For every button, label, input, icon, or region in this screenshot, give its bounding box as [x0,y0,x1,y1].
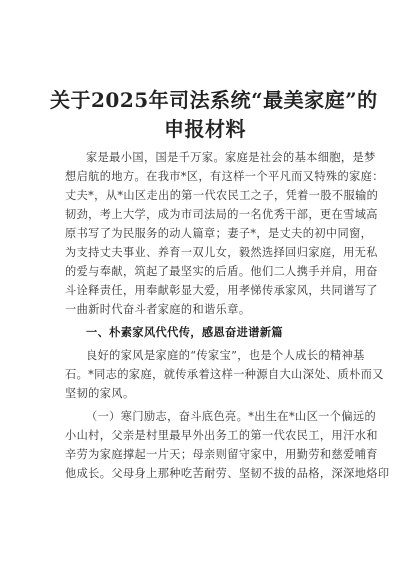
body-line: 石。*同志的家庭，就传承着这样一种源自大山深处、质朴而又 [65,368,384,381]
body-line: 家是最小国，国是千万家。家庭是社会的基本细胞，是梦 [86,151,376,164]
body-line: 丈夫*，从*山区走出的第一代农民工之子，凭着一股不服输的 [65,189,379,202]
document-title-line-2: 申报材料 [164,117,246,141]
body-line: 韧劲，考上大学，成为市司法局的一名优秀干部，更在雪域高 [65,208,378,221]
body-line: 他成长。父母身上那种吃苦耐劳、坚韧不拔的品格，深深地烙印 [65,467,390,480]
body-line: 小山村，父亲是村里最早外出务工的第一代农民工，用汗水和 [65,429,378,442]
body-line: 斗诠释责任，用奉献彰显大爱，用孝悌传承家风，共同谱写了 [65,284,378,297]
body-line: 想启航的地方。在我市*区，有这样一个平凡而又特殊的家庭： [65,170,384,183]
body-line: 良好的家风是家庭的“传家宝”，也是个人成长的精神基 [86,349,365,362]
body-line: （一）寒门励志，奋斗底色亮。*出生在*山区一个偏远的 [86,410,377,423]
body-line: 原书写了为民服务的动人篇章；妻子*，是丈夫的初中同窗， [65,227,373,240]
section-heading: 一、朴素家风代代传，感恩奋进谱新篇 [86,325,283,339]
body-line: 为支持丈夫事业、养育一双儿女，毅然选择回归家庭，用无私 [65,246,378,259]
body-line: 一曲新时代奋斗者家庭的和谐乐章。 [65,303,251,316]
body-line: 辛劳为家庭撑起一片天；母亲则留守家中，用勤劳和慈爱哺育 [65,448,378,461]
body-line: 的爱与奉献，筑起了最坚实的后盾。他们二人携手并肩，用奋 [65,265,378,278]
document-title-line-1: 关于2025年司法系统“最美家庭”的 [50,88,378,112]
body-line: 坚韧的家风。 [65,387,135,400]
